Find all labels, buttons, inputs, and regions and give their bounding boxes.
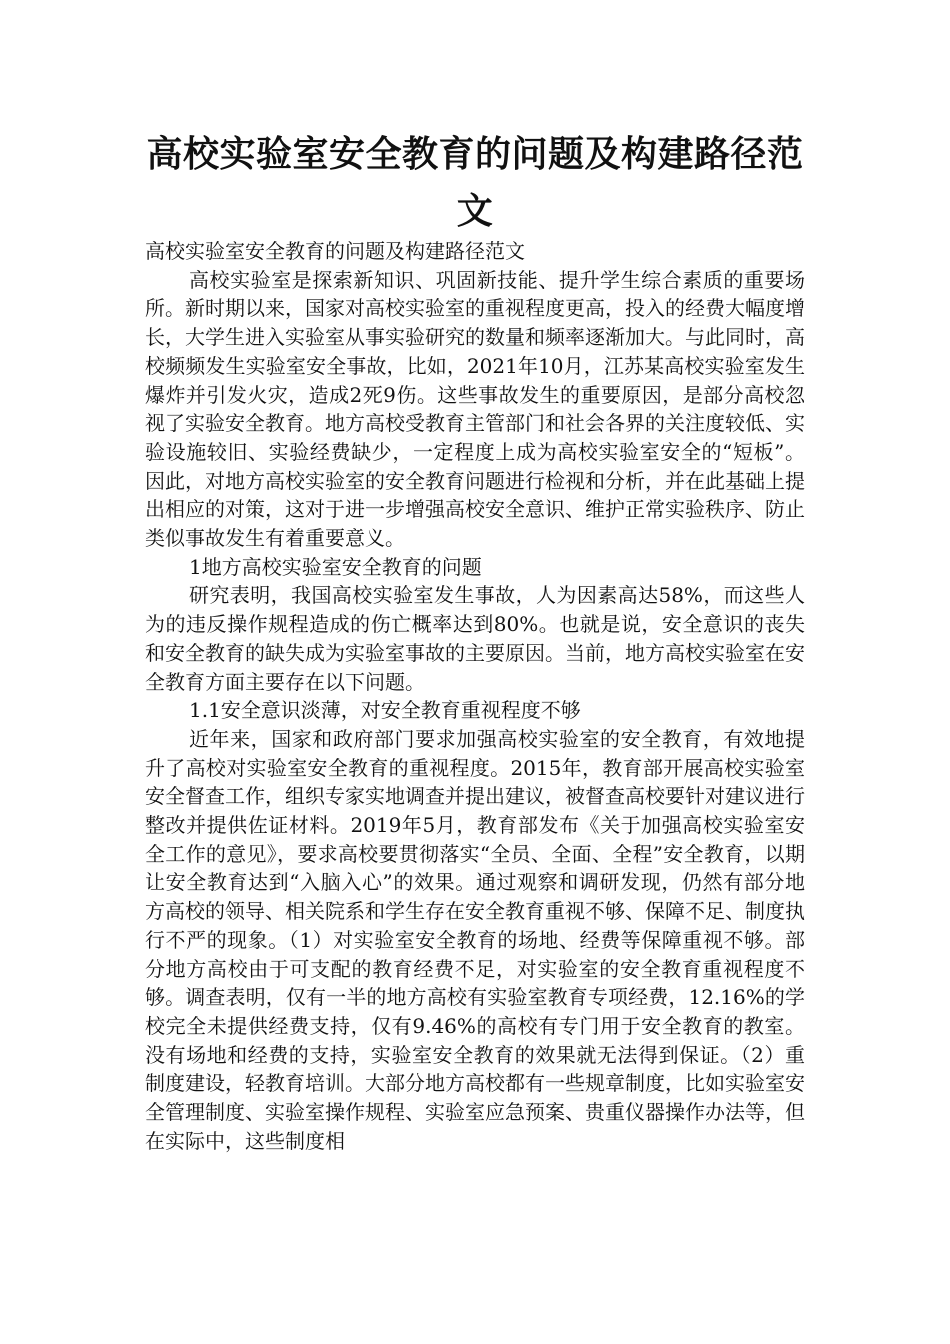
section-heading-1: 1地方高校实验室安全教育的问题	[189, 554, 482, 579]
document-body	[145, 237, 805, 1156]
document-title: 高校实验室安全教育的问题及构建路径范文	[146, 134, 804, 232]
body-paragraph: 研究表明，我国高校实验室发生事故，人为因素高达58%，而这些人为的违反操作规程造成的伤亡概率达到80%。也就是说，安全意识的丧失和安全教育的缺失成为实验室事故的主要原因。当前，地方高校实验室在安全教育方面主要存在以下问题。	[145, 583, 805, 694]
section-heading-1-1: 1.1安全意识淡薄，对安全教育重视程度不够	[189, 698, 581, 723]
subtitle-paragraph: 高校实验室安全教育的问题及构建路径范文	[145, 239, 525, 263]
intro-paragraph: 高校实验室是探索新知识、巩固新技能、提升学生综合素质的重要场所。新时期以来，国家对高校实验室的重视程度更高，投入的经费大幅度增长，大学生进入实验室从事实验研究的数量和频率逐渐加大。与此同时，高校频频发生实验室安全事故，比如，2021年10月，江苏某高校实验室发生爆炸并引发火灾，造成2死9伤。这些事故发生的重要原因，是部分高校忽视了实验安全教育。地方高校受教育主管部门和社会各界的关注度较低、实验设施较旧、实验经费缺少，一定程度上成为高校实验室安全的“短板”。因此，对地方高校实验室的安全教育问题进行检视和分析，并在此基础上提出相应的对策，这对于进一步增强高校安全意识、维护正常实验秩序、防止类似事故发生有着重要意义。	[145, 267, 805, 551]
body-paragraph: 近年来，国家和政府部门要求加强高校实验室的安全教育，有效地提升了高校对实验室安全教育的重视程度。2015年，教育部开展高校实验室安全督查工作，组织专家实地调查并提出建议，被督查高校要针对建议进行整改并提供佐证材料。2019年5月，教育部发布《关于加强高校实验室安全工作的意见》，要求高校要贯彻落实“全员、全面、全程”安全教育，以期让安全教育达到“入脑入心”的效果。通过观察和调研发现，仍然有部分地方高校的领导、相关院系和学生存在安全教育重视不够、保障不足、制度执行不严的现象。（1）对实验室安全教育的场地、经费等保障重视不够。部分地方高校由于可支配的教育经费不足，对实验室的安全教育重视程度不够。调查表明，仅有一半的地方高校有实验室教育专项经费，12.16%的学校完全未提供经费支持，仅有9.46%的高校有专门用于安全教育的教室。没有场地和经费的支持，实验室安全教育的效果就无法得到保证。（2）重制度建设，轻教育培训。大部分地方高校都有一些规章制度，比如实验室安全管理制度、实验室操作规程、实验室应急预案、贵重仪器操作办法等，但在实际中，这些制度相	[145, 726, 805, 1153]
